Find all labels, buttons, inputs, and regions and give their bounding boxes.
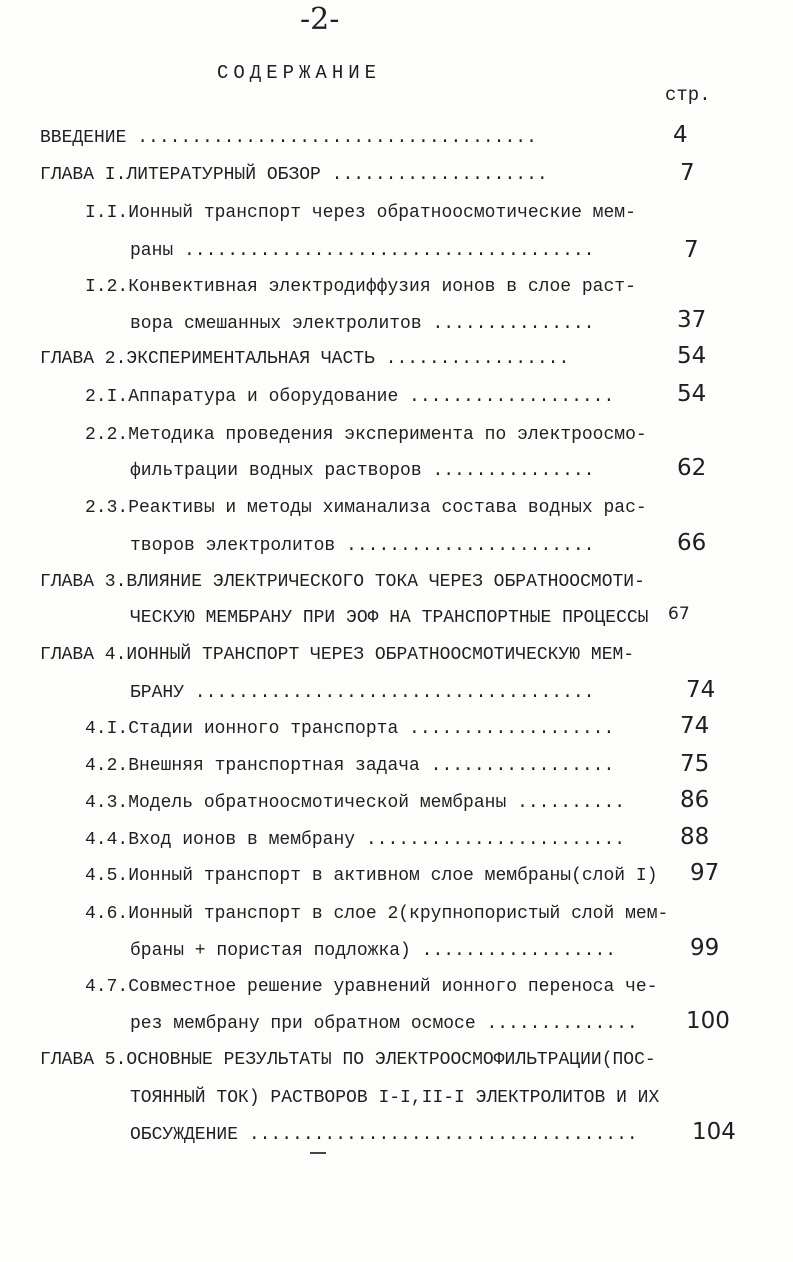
toc-entry-page: 66	[677, 530, 707, 556]
toc-entry-text: ОБСУЖДЕНИЕ ....................................	[130, 1125, 638, 1145]
toc-entry-page: 97	[690, 860, 720, 886]
toc-entry-page: 7	[684, 237, 699, 263]
toc-entry-page: 54	[677, 381, 707, 407]
toc-entry-text: ТОЯННЫЙ ТОК) РАСТВОРОВ I-I,II-I ЭЛЕКТРОЛИТОВ И ИХ	[130, 1088, 660, 1108]
toc-entry-text: раны ......................................	[130, 241, 595, 261]
toc-entry-text: вора смешанных электролитов ...............	[130, 314, 595, 334]
toc-entry-page: 7	[680, 160, 695, 186]
toc-entry-text: ГЛАВА 5.ОСНОВНЫЕ РЕЗУЛЬТАТЫ ПО ЭЛЕКТРООСМОФИЛЬТРАЦИИ(ПОС-	[40, 1050, 656, 1070]
toc-entry-text: 4.7.Совместное решение уравнений ионного переноса че-	[85, 977, 658, 997]
toc-entry-text: 2.I.Аппаратура и оборудование ...................	[85, 387, 615, 407]
toc-entry-page: 86	[680, 787, 710, 813]
toc-entry-page: 74	[680, 713, 710, 739]
toc-entry-text: I.I.Ионный транспорт через обратноосмотические мем-	[85, 203, 636, 223]
toc-entry-text: БРАНУ .....................................	[130, 683, 595, 703]
toc-entry-text: ГЛАВА 2.ЭКСПЕРИМЕНТАЛЬНАЯ ЧАСТЬ .................	[40, 349, 570, 369]
toc-entry-page: 99	[690, 935, 720, 961]
toc-entry-page: 4	[673, 122, 688, 148]
toc-entry-page: 67	[668, 604, 690, 624]
toc-entry-text: 4.I.Стадии ионного транспорта ...................	[85, 719, 615, 739]
toc-entry-page: 75	[680, 751, 710, 777]
toc-entry-page: 37	[677, 307, 707, 333]
toc-entry-page: 74	[686, 677, 716, 703]
toc-entry-text: ГЛАВА 4.ИОННЫЙ ТРАНСПОРТ ЧЕРЕЗ ОБРАТНООСМОТИЧЕСКУЮ МЕМ-	[40, 645, 635, 665]
toc-entry-page: 104	[692, 1119, 736, 1145]
toc-entry-page: 100	[686, 1008, 730, 1034]
page-number: -2-	[300, 2, 340, 37]
toc-entry-text: рез мембрану при обратном осмосе ..............	[130, 1014, 638, 1034]
toc-entry-text: ГЛАВА I.ЛИТЕРАТУРНЫЙ ОБЗОР ....................	[40, 165, 548, 185]
toc-entry-text: 4.6.Ионный транспорт в слое 2(крупнопористый слой мем-	[85, 904, 669, 924]
toc-entry-text: 2.2.Методика проведения эксперимента по электроосмо-	[85, 425, 647, 445]
toc-entry-page: 88	[680, 824, 710, 850]
toc-entry-text: ЧЕСКУЮ МЕМБРАНУ ПРИ ЭОФ НА ТРАНСПОРТНЫЕ ПРОЦЕССЫ	[130, 608, 649, 628]
toc-entry-text: 4.4.Вход ионов в мембрану ........................	[85, 830, 626, 850]
toc-entry-text: 2.3.Реактивы и методы химанализа состава водных рас-	[85, 498, 647, 518]
toc-entry-text: I.2.Конвективная электродиффузия ионов в слое раст-	[85, 277, 636, 297]
contents-heading: СОДЕРЖАНИЕ	[217, 62, 382, 84]
toc-entry-text: браны + пористая подложка) ..................	[130, 941, 617, 961]
toc-entry-text: 4.3.Модель обратноосмотической мембраны ..........	[85, 793, 626, 813]
toc-entry-page: 54	[677, 343, 707, 369]
toc-entry-text: ВВЕДЕНИЕ .....................................	[40, 128, 537, 148]
toc-entry-text: 4.5.Ионный транспорт в активном слое мембраны(слой I)	[85, 866, 658, 886]
toc-entry-text: ГЛАВА 3.ВЛИЯНИЕ ЭЛЕКТРИЧЕСКОГО ТОКА ЧЕРЕЗ ОБРАТНООСМОТИ-	[40, 572, 645, 592]
toc-entry-text: фильтрации водных растворов ...............	[130, 461, 595, 481]
page-column-label: стр.	[665, 84, 711, 106]
toc-entry-text: творов электролитов .......................	[130, 536, 595, 556]
toc-entry-page: 62	[677, 455, 707, 481]
toc-entry-text: 4.2.Внешняя транспортная задача .................	[85, 756, 615, 776]
bottom-dash	[310, 1152, 326, 1154]
